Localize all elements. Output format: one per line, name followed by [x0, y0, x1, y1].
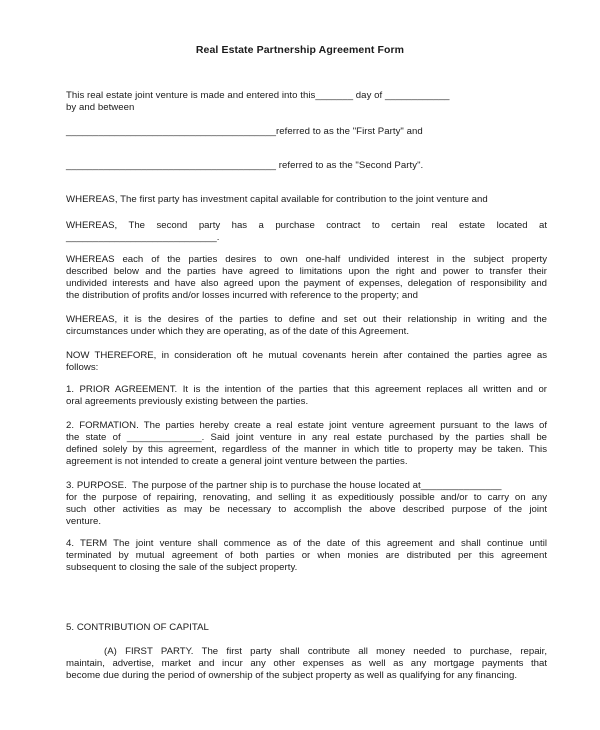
section-term-line-1: 4. TERM The joint venture shall commence as of the date of this agreement and shall continue until [66, 538, 547, 549]
section-formation-line-4: agreement is not intended to create a general joint venture between the parties. [66, 456, 408, 467]
section-contribution-line-1: (A) FIRST PARTY. The first party shall contribute all money needed to purchase, repair, [104, 646, 547, 657]
section-purpose-line-4: venture. [66, 516, 102, 527]
section-formation-line-3: defined solely by this agreement, regardless of the manner in which title to property may be taken. This [66, 444, 547, 455]
section-term-line-3: subsequent to closing the sale of the subject property. [66, 562, 298, 573]
first-party-line: _______________________________________referred to as the "First Party" and [66, 126, 423, 137]
section-purpose-line-3: such other activities as may be necessary to accomplish the above described purpose of the joint [66, 504, 547, 515]
section-formation-line-2: the state of ______________. Said joint venture in any real estate purchased by the parties shall be [66, 432, 547, 443]
whereas-relationship-line-1: WHEREAS, it is the desires of the parties to define and set out their relationship in writing and the [66, 314, 547, 325]
section-contribution-line-2: maintain, advertise, market and incur any other expenses as well as any mortgage payments that [66, 658, 547, 669]
now-therefore-line-1: NOW THEREFORE, in consideration oft he mutual covenants herein after contained the parties agree as [66, 350, 547, 361]
whereas-relationship-line-2: circumstances under which they are operating, as of the date of this Agreement. [66, 326, 410, 337]
section-contribution-heading: 5. CONTRIBUTION OF CAPITAL [66, 622, 209, 633]
intro-line-1: This real estate joint venture is made and entered into this_______ day of ____________ [66, 90, 450, 101]
section-prior-agreement-line-1: 1. PRIOR AGREEMENT. It is the intention of the parties that this agreement replaces all written and or [66, 384, 547, 395]
whereas-undivided-interest-line-1: WHEREAS each of the parties desires to own one-half undivided interest in the subject property [66, 254, 547, 265]
whereas-purchase-contract-line-1: WHEREAS, The second party has a purchase contract to certain real estate located at [66, 220, 547, 231]
section-contribution-line-3: become due during the period of ownership of the subject property as well as qualifying for any financing. [66, 670, 518, 681]
whereas-undivided-interest-line-3: undivided interests and have also agreed upon the payment of expenses, delegation of responsibility and [66, 278, 547, 289]
whereas-undivided-interest-line-4: the distribution of profits and/or losses incurred with reference to the property; and [66, 290, 418, 301]
section-prior-agreement-line-2: oral agreements previously existing between the parties. [66, 396, 309, 407]
intro-line-2: by and between [66, 102, 135, 113]
whereas-investment-capital: WHEREAS, The first party has investment capital available for contribution to the joint venture and [66, 194, 488, 205]
whereas-undivided-interest-line-2: described below and the parties have agreed to limitations upon the right and power to transfer their [66, 266, 547, 277]
second-party-line: _______________________________________ referred to as the "Second Party". [66, 160, 424, 171]
now-therefore-line-2: follows: [66, 362, 99, 373]
section-term-line-2: terminated by mutual agreement of both parties or when monies are distributed per this agreement [66, 550, 547, 561]
whereas-purchase-contract-line-2: ____________________________. [66, 232, 220, 243]
section-purpose-line-2: for the purpose of repairing, renovating, and selling it as expeditiously possible and/or to carry on any [66, 492, 547, 503]
section-purpose-line-1: 3. PURPOSE. The purpose of the partner ship is to purchase the house located at_______________ [66, 480, 502, 491]
section-formation-line-1: 2. FORMATION. The parties hereby create a real estate joint venture agreement pursuant to the laws of [66, 420, 547, 431]
document-title: Real Estate Partnership Agreement Form [195, 44, 405, 56]
